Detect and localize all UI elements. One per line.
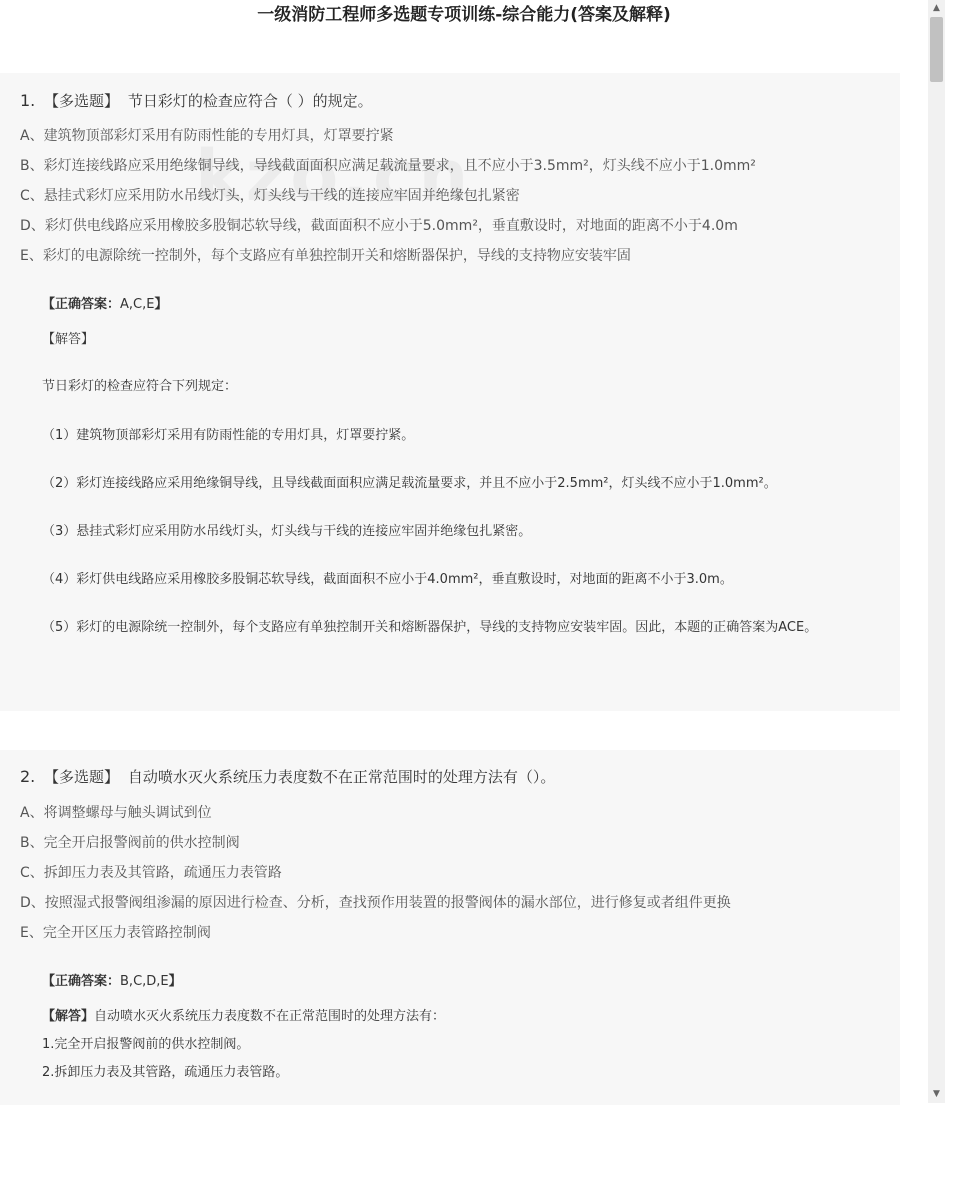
answer-label: 【正确答案： [42, 297, 121, 312]
option-e: E、彩灯的电源除统一控制外，每个支路应有单独控制开关和熔断器保护，导线的支持物应安装牢固 [20, 248, 631, 264]
option-c: C、拆卸压力表及其管路，疏通压力表管路 [20, 865, 282, 881]
answer-close: 】 [168, 974, 182, 989]
explanation-paragraph: 1.完全开启报警阀前的供水控制阀。 [42, 1037, 250, 1052]
explanation-paragraph: （2）彩灯连接线路应采用绝缘铜导线，且导线截面面积应满足载流量要求，并且不应小于2.5mm²，灯头线不应小于1.0mm²。 [42, 476, 777, 491]
question-type: 【多选题】 [44, 92, 120, 110]
explanation-paragraph: （4）彩灯供电线路应采用橡胶多股铜芯软导线，截面面积不应小于4.0mm²，垂直敷设时，对地面的距离不小于3.0m。 [42, 572, 733, 587]
question-card [0, 750, 900, 1105]
option-a: A、将调整螺母与触头调试到位 [20, 805, 212, 821]
vertical-scrollbar[interactable] [928, 0, 945, 1103]
answer-value: A,C,E [120, 297, 155, 312]
scroll-up-arrow-icon[interactable]: ▲ [933, 3, 940, 13]
scrollbar-thumb[interactable] [930, 17, 943, 82]
option-b: B、彩灯连接线路应采用绝缘铜导线，导线截面面积应满足载流量要求，且不应小于3.5mm²，灯头线不应小于1.0mm² [20, 158, 756, 174]
answer-label: 【正确答案： [42, 974, 121, 989]
question-header [20, 767, 555, 787]
answer-value: B,C,D,E [120, 974, 169, 989]
explanation-paragraph: （3）悬挂式彩灯应采用防水吊线灯头，灯头线与干线的连接应牢固并绝缘包扎紧密。 [42, 524, 532, 539]
explanation-paragraph: 节日彩灯的检查应符合下列规定： [42, 379, 238, 394]
question-number: 1. [20, 91, 36, 110]
answer-close: 】 [154, 297, 168, 312]
correct-answer [42, 296, 167, 314]
explanation-paragraph: （5）彩灯的电源除统一控制外，每个支路应有单独控制开关和熔断器保护，导线的支持物应安装牢固。因此，本题的正确答案为ACE。 [42, 620, 818, 635]
explanation-text: 自动喷水灭火系统压力表度数不在正常范围时的处理方法有： [94, 1009, 446, 1024]
question-stem: 自动喷水灭火系统压力表度数不在正常范围时的处理方法有（）。 [127, 768, 556, 786]
option-e: E、完全开区压力表管路控制阀 [20, 925, 211, 941]
question-stem: 节日彩灯的检查应符合（ ）的规定。 [127, 92, 373, 110]
question-card [0, 73, 900, 711]
explanation-intro [42, 1008, 445, 1026]
page-title: 一级消防工程师多选题专项训练-综合能力(答案及解释) [257, 5, 671, 25]
option-list [20, 126, 756, 276]
correct-answer [42, 973, 182, 991]
question-number: 2. [20, 767, 36, 786]
option-list [20, 803, 731, 953]
explanation-paragraph: （1）建筑物顶部彩灯采用有防雨性能的专用灯具，灯罩要拧紧。 [42, 428, 415, 443]
option-b: B、完全开启报警阀前的供水控制阀 [20, 835, 240, 851]
option-d: D、按照湿式报警阀组渗漏的原因进行检查、分析，查找预作用装置的报警阀体的漏水部位，进行修复或者组件更换 [20, 895, 731, 911]
scroll-down-arrow-icon[interactable]: ▼ [933, 1089, 940, 1099]
explanation-label: 【解答】 [42, 1009, 95, 1024]
question-type: 【多选题】 [44, 768, 120, 786]
option-a: A、建筑物顶部彩灯采用有防雨性能的专用灯具，灯罩要拧紧 [20, 128, 394, 144]
option-c: C、悬挂式彩灯应采用防水吊线灯头，灯头线与干线的连接应牢固并绝缘包扎紧密 [20, 188, 520, 204]
question-header [20, 91, 373, 111]
explanation-paragraph: 2.拆卸压力表及其管路，疏通压力表管路。 [42, 1065, 289, 1080]
option-d: D、彩灯供电线路应采用橡胶多股铜芯软导线，截面面积不应小于5.0mm²，垂直敷设时，对地面的距离不小于4.0m [20, 218, 738, 234]
explanation-label: 【解答】 [42, 332, 95, 347]
